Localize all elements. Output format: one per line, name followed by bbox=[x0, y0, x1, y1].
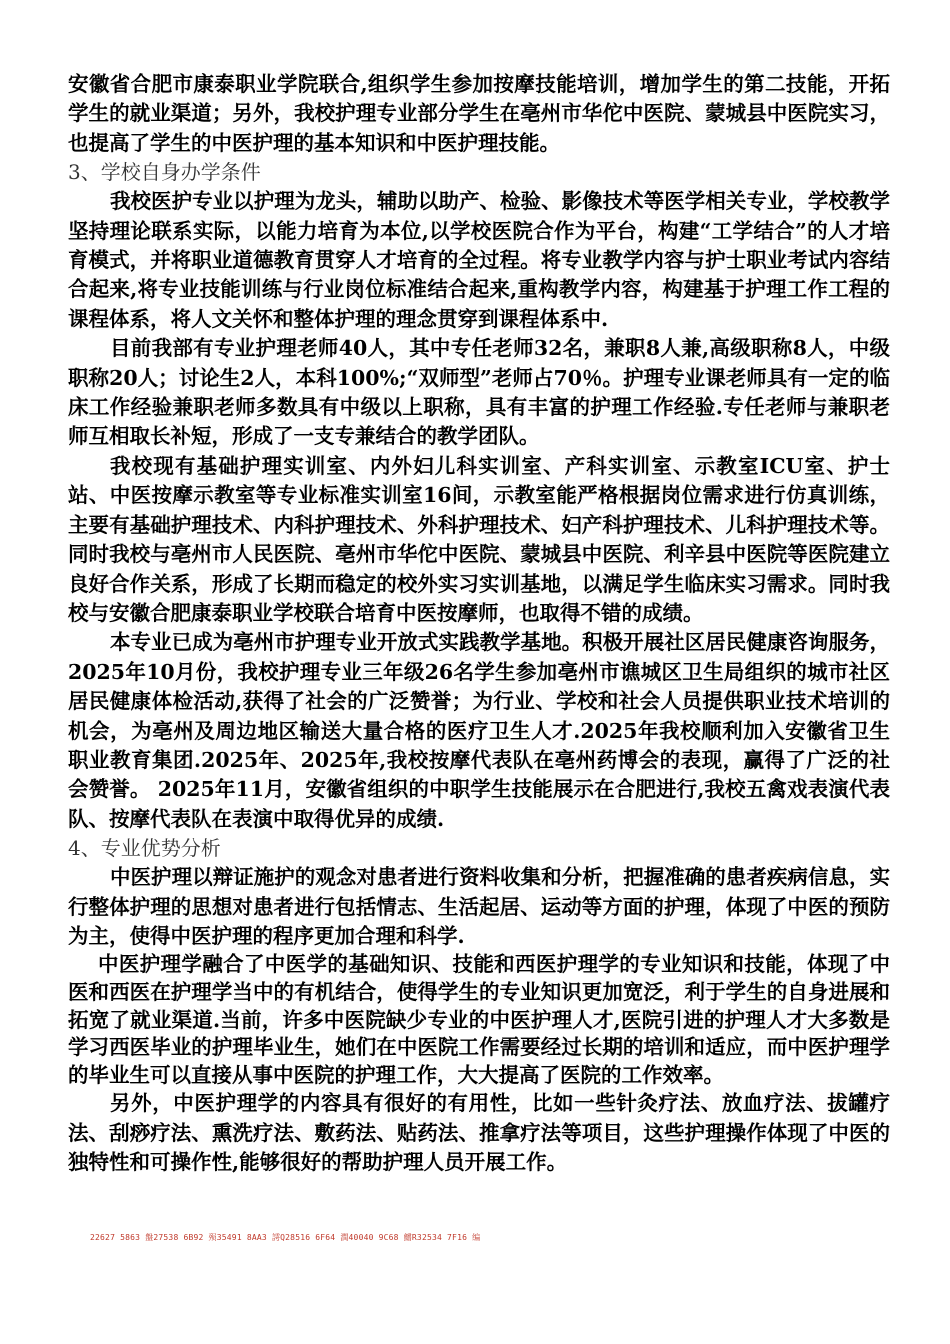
section-heading-4: 4、专业优势分析 bbox=[68, 836, 221, 861]
paragraph-training-rooms: 我校现有基础护理实训室、内外妇儿科实训室、产科实训室、示教室ICU室、护士站、中医按摩示教室等专业标准实训室16间，示教室能严格根据岗位需求进行仿真训练，主要有基础护理技术、内科护理技术、外科护理技术、妇产科护理技术、儿科护理技术等。同时我校与亳州市人民医院、亳州市华佗中医院、蒙城县中医院、利辛县中医院等医院建立良好合作关系，形成了长期而稳定的校外实习实训基地，以满足学生临床实习需求。同时我校与安徽合肥康泰职业学校联合培育中医按摩师，也取得不错的成绩。 bbox=[68, 453, 890, 625]
paragraph-practical-techniques: 另外，中医护理学的内容具有很好的有用性，比如一些针灸疗法、放血疗法、拔罐疗法、刮痧疗法、熏洗疗法、敷药法、贴药法、推拿疗法等项目，这些护理操作体现了中医的独特性和可操作性,能够很好的帮助护理人员开展工作。 bbox=[68, 1091, 890, 1175]
section-heading-3: 3、学校自身办学条件 bbox=[68, 160, 261, 185]
paragraph-tcm-western-integration: 中医护理学融合了中医学的基础知识、技能和西医护理学的专业知识和技能，体现了中医和西医在护理学当中的有机结合，使得学生的专业知识更加宽泛，利于学生的自身进展和拓宽了就业渠道.当前，许多中医院缺少专业的中医护理人才,医院引进的护理人才大多数是学习西医毕业的护理毕业生，她们在中医院工作需要经过长期的培训和适应，而中医护理学的毕业生可以直接从事中医院的护理工作，大大提高了医院的工作效率。 bbox=[68, 952, 890, 1087]
paragraph-intro-continuation: 安徽省合肥市康泰职业学院联合,组织学生参加按摩技能培训，增加学生的第二技能，开拓学生的就业渠道；另外，我校护理专业部分学生在亳州市华佗中医院、蒙城县中医院实习，也提高了学生的中医护理的基本知识和中医护理技能。 bbox=[68, 72, 890, 155]
document-body bbox=[68, 70, 890, 1178]
footer-code-line: 22627 5863 盤27538 6B92 殒35491 8AA3 謣Q28516 6F64 潤40040 9C68 鱨R32534 7F16 编 bbox=[90, 1233, 481, 1242]
paragraph-faculty: 目前我部有专业护理老师40人，其中专任老师32名，兼职8人兼,高级职称8人，中级职称20人；讨论生2人，本科100%;“双师型”老师占70％。护理专业课老师具有一定的临床工作经验兼职老师多数具有中级以上职称，具有丰富的护理工作经验.专任老师与兼职老师互相取长补短，形成了一支专兼结合的教学团队。 bbox=[68, 336, 890, 449]
paragraph-teaching-model: 我校医护专业以护理为龙头，辅助以助产、检验、影像技术等医学相关专业，学校教学坚持理论联系实际，以能力培育为本位,以学校医院合作为平台，构建“工学结合”的人才培育模式，并将职业道德教育贯穿人才培育的全过程。将专业教学内容与护士职业考试内容结合起来,将专业技能训练与行业岗位标准结合起来,重构教学内容，构建基于护理工作工程的课程体系，将人文关怀和整体护理的理念贯穿到课程体系中. bbox=[68, 189, 890, 331]
paragraph-practice-base: 本专业已成为亳州市护理专业开放式实践教学基地。积极开展社区居民健康咨询服务，2025年10月份，我校护理专业三年级26名学生参加亳州市谯城区卫生局组织的城市社区居民健康体检活动,获得了社会的广泛赞誉；为行业、学校和社会人员提供职业技术培训的机会，为亳州及周边地区输送大量合格的医疗卫生人才.2025年我校顺利加入安徽省卫生职业教育集团.2025年、2025年,我校按摩代表队在亳州药博会的表现，赢得了广泛的社会赞誉。 2025年11月，安徽省组织的中职学生技能展示在合肥进行,我校五禽戏表演代表队、按摩代表队在表演中取得优异的成绩. bbox=[68, 630, 890, 831]
paragraph-tcm-nursing: 中医护理以辩证施护的观念对患者进行资料收集和分析，把握准确的患者疾病信息，实行整体护理的思想对患者进行包括情志、生活起居、运动等方面的护理，体现了中医的预防为主，使得中医护理的程序更加合理和科学. bbox=[68, 865, 890, 948]
